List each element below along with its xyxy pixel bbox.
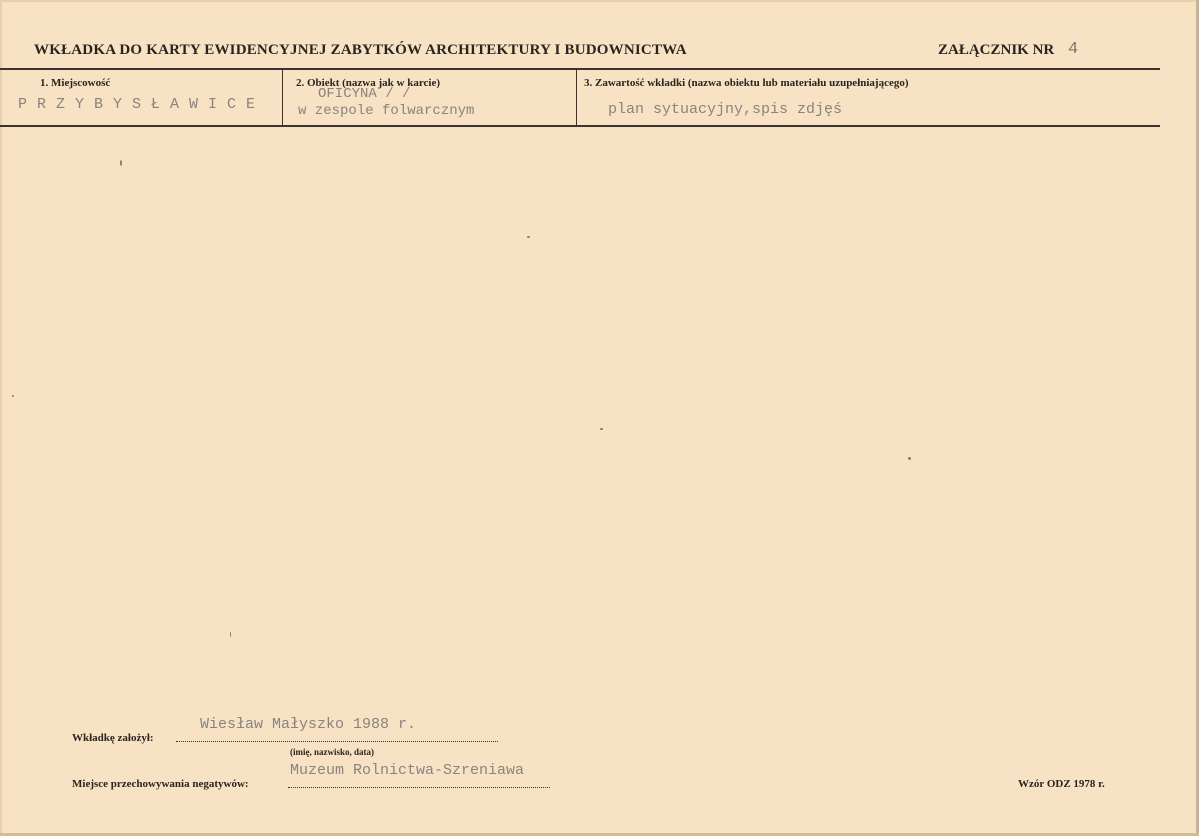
header-rule-bottom xyxy=(0,125,1160,127)
attachment-label: ZAŁĄCZNIK NR xyxy=(938,42,1055,58)
column-divider-2 xyxy=(576,70,577,125)
paper-speck xyxy=(600,428,603,430)
paper-speck xyxy=(527,236,530,238)
locality-value: PRZYBYSŁAWICE xyxy=(18,96,266,113)
paper-speck xyxy=(908,457,911,460)
contents-value: plan sytuacyjny,spis zdjęś xyxy=(608,101,843,118)
created-by-dotted-line xyxy=(176,741,498,742)
created-by-label: Wkładkę założył: xyxy=(72,732,154,744)
storage-dotted-line xyxy=(288,787,550,788)
paper-speck xyxy=(230,632,231,637)
storage-label: Miejsce przechowywania negatywów: xyxy=(72,778,249,790)
attachment-number: 4 xyxy=(1068,40,1079,59)
column-divider-1 xyxy=(282,70,283,125)
storage-value: Muzeum Rolnictwa-Szreniawa xyxy=(290,762,525,779)
paper-speck xyxy=(120,160,122,166)
contents-label: 3. Zawartość wkładki (nazwa obiektu lub materiału uzupełniającego) xyxy=(584,77,909,89)
object-label: 2. Obiekt (nazwa jak w karcie) xyxy=(296,77,441,89)
object-value-line1: OFICYNA / / xyxy=(318,86,411,102)
created-by-value: Wiesław Małyszko 1988 r. xyxy=(200,716,417,733)
template-note: Wzór ODZ 1978 r. xyxy=(1018,778,1105,790)
paper-speck xyxy=(12,395,14,397)
form-title: WKŁADKA DO KARTY EWIDENCYJNEJ ZABYTKÓW ARCHITEKTURY I BUDOWNICTWA xyxy=(34,42,687,58)
object-value-line2: w zespole folwarcznym xyxy=(298,103,475,119)
created-by-hint: (imię, nazwisko, data) xyxy=(290,747,374,757)
locality-label: 1. Miejscowość xyxy=(40,77,111,89)
header-rule-top xyxy=(0,68,1160,70)
